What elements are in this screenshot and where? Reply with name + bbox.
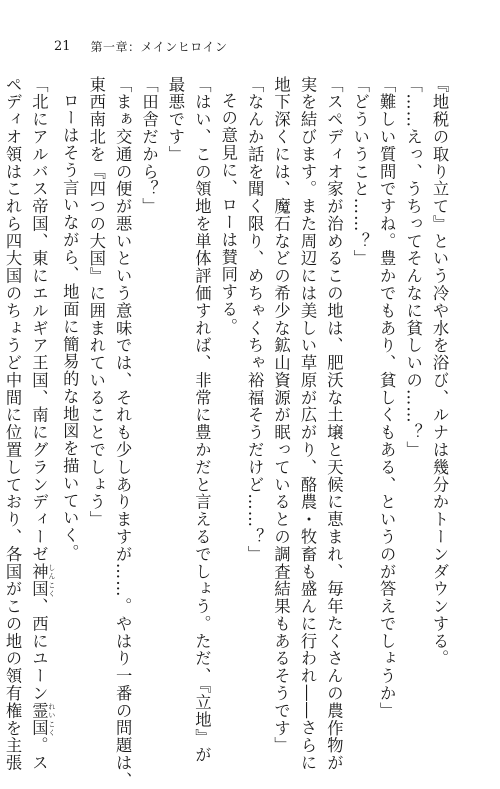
- text-segment: 、西にユーン: [29, 597, 49, 703]
- text-line: 『地税の取り立て』という冷や水を浴び、ルナは幾分かトーンダウンする。: [430, 76, 449, 668]
- ruby-reading: れいこく: [47, 702, 56, 737]
- text-line: 「難しい質問ですね。豊かでもあり、貧しくもある、というのが答えでしょうか」: [377, 76, 397, 720]
- ruby-shinkoku: [29, 562, 56, 598]
- ruby-reikoku: [29, 702, 56, 737]
- running-head: [54, 36, 227, 56]
- body-text: [0, 76, 452, 789]
- text-line: 「なんか話を聞く限り、めちゃくちゃ裕福そうだけど……？」: [245, 76, 265, 563]
- text-line: 「スペディオ家が治めるこの地は、肥沃な土壌と天候に恵まれ、毎年たくさんの農作物が: [324, 76, 344, 772]
- text-line: 「田舎だから？」: [139, 76, 159, 216]
- text-line: その意見に、ローは賛同する。: [218, 92, 238, 336]
- ruby-reading: しんこく: [47, 562, 56, 598]
- chapter-title: 第一章：メインヒロイン: [90, 39, 228, 54]
- text-line: 東西南北を『四つの大国』に囲まれていることでしょう」: [86, 76, 106, 529]
- text-line: 「どういうこと……？」: [350, 76, 370, 268]
- ruby-base: 霊国: [29, 702, 49, 737]
- text-line: ローはそう言いながら、地面に簡易的な地図を描いていく。: [60, 92, 80, 562]
- text-line: ペディオ領はこれら四大国のちょうど中間に位置しており、各国がこの地の領有権を主張: [3, 76, 22, 772]
- text-line: 「はい、この領地を単体評価すれば、非常に豊かだと言えるでしょう。ただ、『立地』が: [192, 76, 212, 764]
- text-line: 「まぁ交通の便が悪いという意味では、それも少しありますが……。やはり一番の問題は、: [113, 76, 133, 789]
- text-segment: 「北にアルバス帝国、東にエルギア王国、南にグランディーゼ: [29, 76, 49, 563]
- page-number: 21: [54, 38, 71, 54]
- text-line: 実を結びます。また周辺には美しい草原が広がり、酪農・牧畜も盛んに行われ――さらに: [297, 76, 317, 772]
- text-line: [25, 76, 56, 772]
- ruby-base: 神国: [29, 562, 49, 598]
- text-segment: 。ス: [29, 736, 49, 772]
- text-line: 「……えっ、うちってそんなに貧しいの……？」: [403, 76, 423, 459]
- text-line: 最悪です」: [165, 76, 185, 163]
- text-line: 地下深くには、魔石などの希少な鉱山資源が眠っているとの調査結果もあるそうです」: [271, 76, 291, 755]
